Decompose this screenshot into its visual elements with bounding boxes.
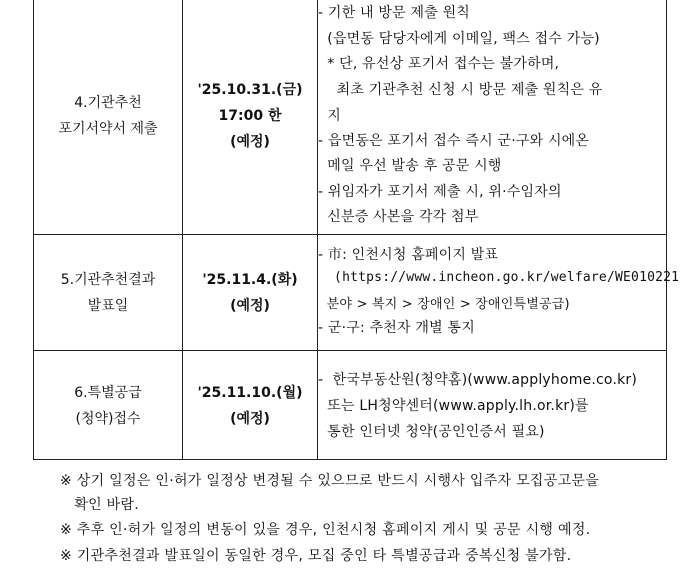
date-status: (예정): [230, 134, 270, 150]
detail-line: 분야 > 복지 > 장애인 > 장애인특별공급): [318, 297, 570, 312]
date-cell: [183, 0, 318, 234]
date-label: '25.11.10.(월): [197, 384, 303, 401]
item-label: 5.기관추천결과: [60, 271, 156, 288]
date-cell: [183, 351, 318, 460]
date-label: '25.11.4.(화): [202, 271, 298, 288]
date-status: (예정): [230, 297, 270, 314]
item-label: 발표일: [87, 297, 129, 314]
detail-line: 신분증 사본을 각각 첨부: [318, 209, 479, 225]
detail-line: - 군·구: 추천자 개별 통지: [318, 320, 475, 336]
table-row: [34, 0, 666, 235]
detail-line: 메일 우선 발송 후 공문 시행: [318, 158, 502, 174]
footnote: ※ 상기 일정은 인·허가 일정상 변경될 수 있으므로 반드시 시행사 입주자 모집공고문을: [60, 473, 600, 489]
date-cell: [183, 235, 318, 350]
date-label: '25.10.31.(금): [197, 82, 303, 98]
item-cell: [34, 235, 183, 350]
detail-line: - 위임자가 포기서 제출 시, 위·수임자의: [318, 184, 562, 200]
footnote: ※ 기관추천결과 발표일이 동일한 경우, 모집 중인 타 특별공급과 중복신청 불가함.: [60, 548, 572, 564]
item-label: 포기서약서 제출: [58, 121, 158, 137]
item-cell: [34, 351, 183, 460]
schedule-table: [33, 0, 680, 460]
table-row: [34, 351, 666, 460]
detail-line: - 읍면동은 포기서 접수 즉시 군·구와 시에온: [318, 133, 590, 149]
details-cell: [318, 0, 666, 234]
item-label: (청약)접수: [75, 410, 141, 427]
detail-link[interactable]: (https://www.incheon.go.kr/welfare/WE010221: [318, 270, 680, 285]
details-cell: [318, 235, 680, 350]
detail-line: - 한국부동산원(청약홈)(www.applyhome.co.kr): [318, 372, 638, 388]
detail-line: 지: [318, 108, 342, 124]
date-status: (예정): [230, 410, 270, 427]
details-cell: [318, 351, 666, 460]
detail-line: 또는 LH청약센터(www.apply.lh.or.kr)를: [318, 398, 589, 414]
footnote: 확인 바람.: [60, 497, 140, 513]
detail-line: (읍면동 담당자에게 이메일, 팩스 접수 가능): [318, 31, 600, 47]
item-label: 4.기관추천: [74, 95, 142, 111]
table-row: [34, 235, 680, 351]
detail-line: 통한 인터넷 청약(공인인증서 필요): [318, 424, 545, 440]
detail-line: - 市: 인천시청 홈페이지 발표: [318, 247, 499, 263]
detail-line: 최초 기관추천 신청 시 방문 제출 원칙은 유: [318, 82, 603, 98]
footnote: ※ 추후 인·허가 일정의 변동이 있을 경우, 인천시청 홈페이지 게시 및 공문 시행 예정.: [60, 522, 591, 538]
detail-line: * 단, 유선상 포기서 접수는 불가하며,: [318, 56, 560, 72]
date-label: 17:00 한: [218, 108, 282, 124]
item-cell: [34, 0, 183, 234]
detail-line: - 기한 내 방문 제출 원칙: [318, 5, 471, 21]
item-label: 6.특별공급: [74, 384, 142, 401]
